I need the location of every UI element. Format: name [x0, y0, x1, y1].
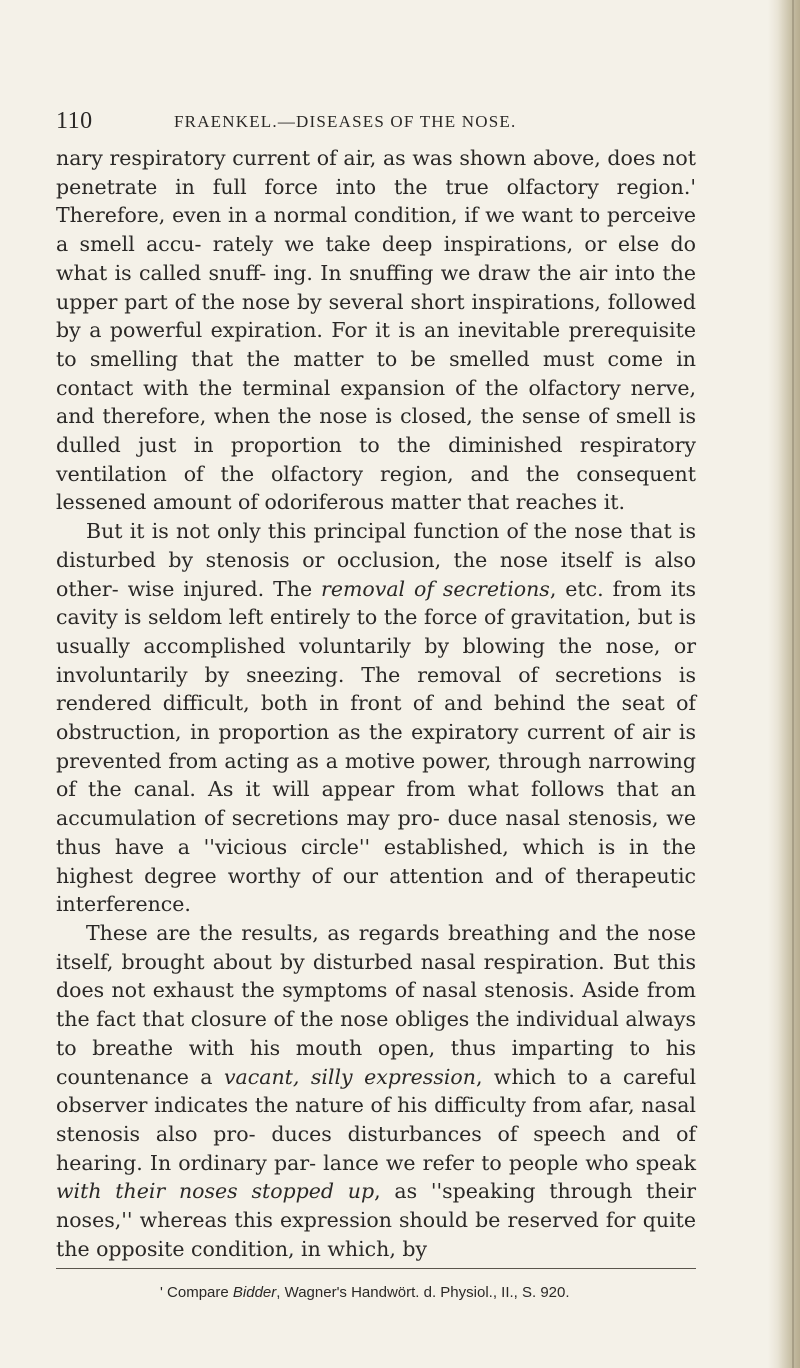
page-edge-line — [792, 0, 794, 1368]
text-run: nary respiratory current of air, as was shown above, does not penetrate in full force into the true olfactory region.' Therefore, even in a normal condition, if we want to perceive a smell accu- rately we take deep inspirations, or else do what is called snuff- ing. In snuffing we draw the air into the upper part of the nose by several short inspirations, followed by a powerful expiration. For it is an inevitable prerequisite to smelling that the matter to be smelled must come in contact with the terminal expansion of the olfactory nerve, and therefore, when the nose is closed, the sense of smell is dulled just in proportion to the diminished respiratory ventilation of the olfactory region, and the consequent lessened amount of odoriferous matter that reaches it. — [56, 146, 696, 515]
footnote-mark: ' — [160, 1284, 163, 1301]
italic-phrase: removal of secretions — [321, 576, 550, 601]
text-run: These are the results, as regards breathing and the nose itself, brought about by disturbed nasal respiration. But this does not exhaust the symptoms of nasal stenosis. Aside from the fact that closure of the nose obliges the individual always to breathe with his mouth open, thus imparting to his countenance a — [56, 920, 696, 1089]
text-run: , etc. from its cavity is seldom left entirely to the force of gravitation, but is usually accomplished voluntarily by blowing the nose, or involuntarily by sneezing. The removal of secretions is rendered difficult, both in front of and behind the seat of obstruction, in proportion as the expiratory current of air is prevented from acting as a motive power, through narrowing of the canal. As it will appear from what follows that an accumulation of secretions may pro- duce nasal stenosis, we thus have a ''vicious circle'' established, which is in the highest degree worthy of our attention and of therapeutic interference. — [56, 576, 696, 917]
running-head: FRAENKEL.—DISEASES OF THE NOSE. — [174, 112, 517, 131]
italic-phrase: vacant, silly expression — [223, 1064, 476, 1089]
footnote-author: Bidder — [232, 1284, 277, 1301]
text-run: , which to a careful observer indicates the nature of his difficulty from afar, nasal stenosis also pro- duces disturbances of speech and of hearing. In ordinary par- lance we refer to people who speak — [56, 1064, 696, 1175]
body-text — [56, 144, 696, 1263]
page-number: 110 — [56, 108, 93, 134]
paragraph — [56, 144, 696, 517]
page-edge-shadow — [768, 0, 800, 1368]
footnote — [160, 1284, 570, 1301]
text-run: But it is not only this principal function of the nose that is disturbed by stenosis or occlusion, the nose itself is also other- wise injured. The — [56, 519, 696, 601]
text-run: , as ''speaking through their noses,'' whereas this expression should be reserved for quite the opposite condition, in which, by — [56, 1179, 696, 1261]
italic-phrase: with their noses stopped up — [56, 1179, 375, 1204]
paragraph — [56, 517, 696, 919]
paragraph — [56, 919, 696, 1263]
footnote-text-before: Compare — [162, 1284, 233, 1301]
footnote-text-after: , Wagner's Handwört. d. Physiol., II., S. 920. — [276, 1284, 570, 1301]
page-header — [56, 108, 716, 136]
footnote-rule — [56, 1268, 696, 1269]
